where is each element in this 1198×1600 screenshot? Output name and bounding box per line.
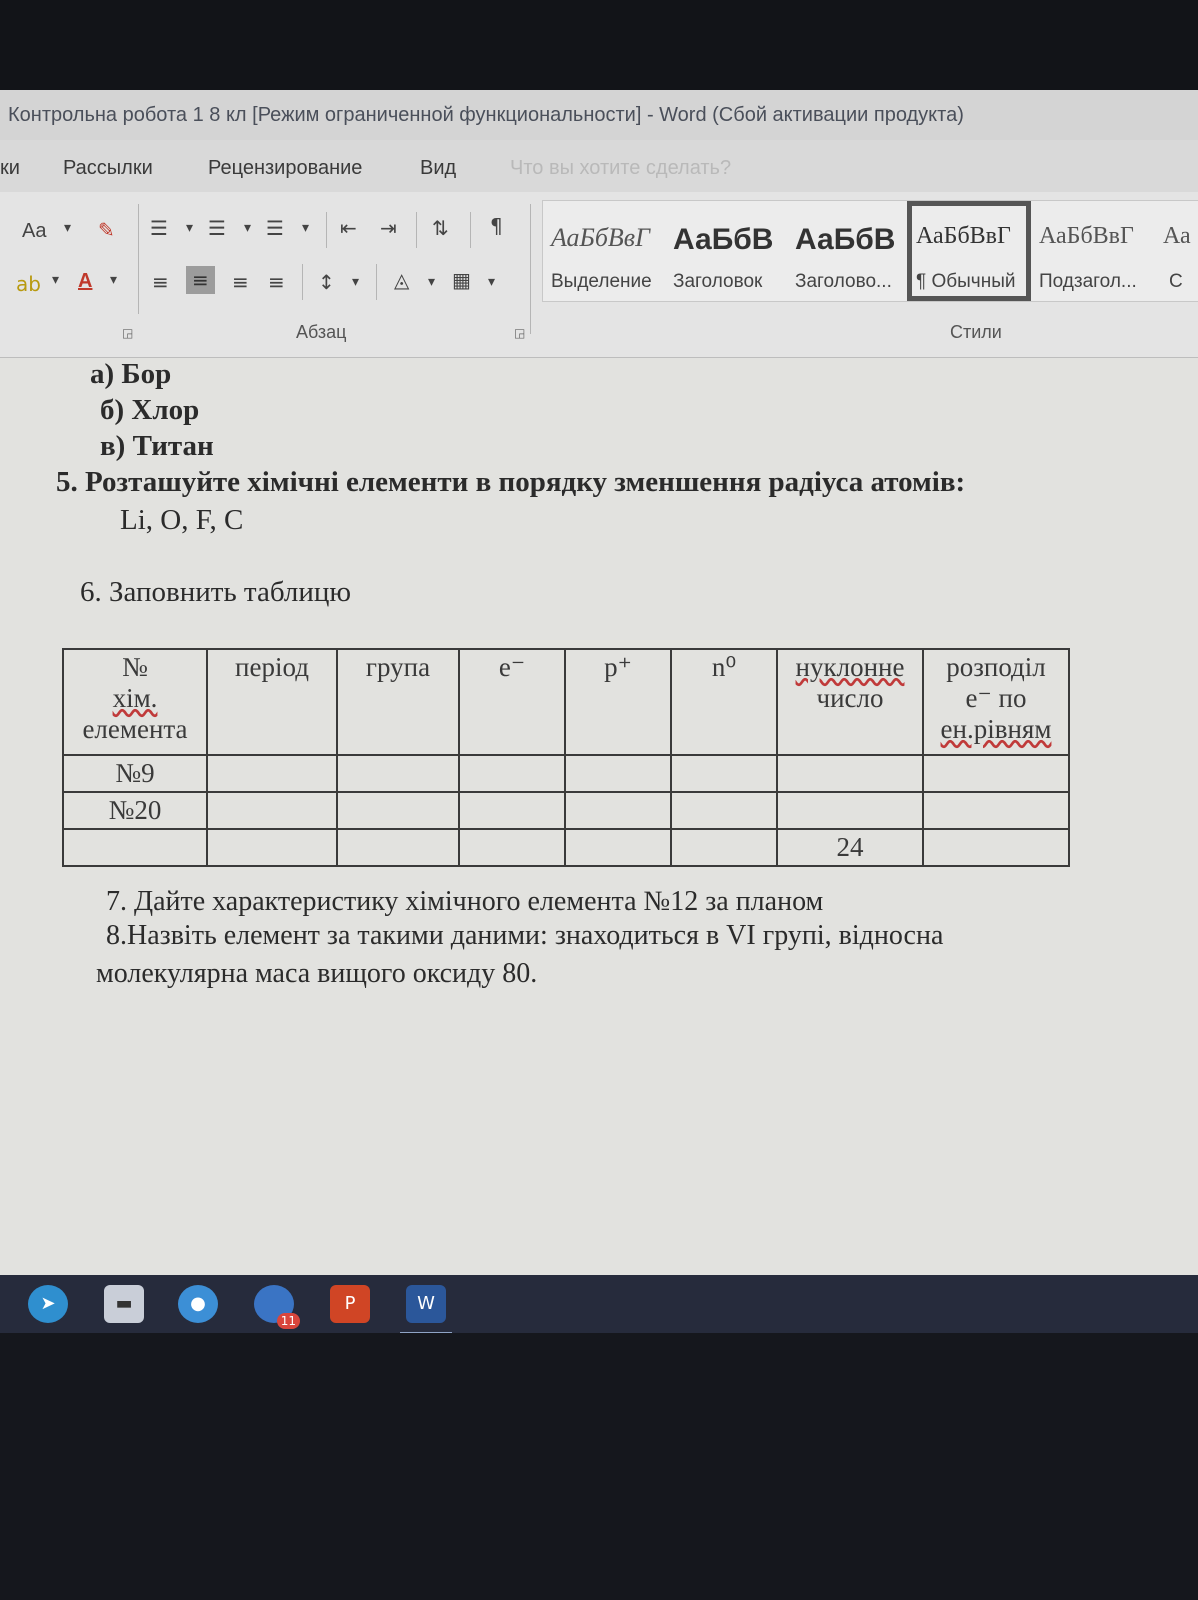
style-name: Выделение [551, 271, 652, 292]
table-cell[interactable]: 24 [777, 829, 923, 866]
styles-group-label: Стили [950, 322, 1002, 342]
align-center-icon[interactable]: ≡ [186, 266, 215, 294]
increase-indent-icon[interactable]: ⇥ [380, 216, 397, 240]
multilevel-list-icon[interactable]: ☰ [266, 216, 284, 240]
table-header-row [63, 649, 1069, 755]
header-period[interactable] [207, 649, 337, 755]
divider [302, 264, 303, 300]
table-cell[interactable] [459, 755, 565, 792]
table-row [63, 829, 1069, 866]
chevron-down-icon[interactable]: ▾ [186, 220, 194, 236]
style-sample: АаБбВ [795, 223, 896, 256]
header-group[interactable] [337, 649, 459, 755]
taskbar [0, 1275, 1198, 1333]
style-name: Заголовок [673, 271, 763, 292]
question-5-elements: Li, O, F, C [120, 504, 244, 536]
table-cell[interactable] [777, 792, 923, 829]
numbering-icon[interactable]: ☰ [208, 216, 226, 240]
title-bar [0, 90, 1198, 140]
table-cell[interactable] [671, 755, 777, 792]
header-text: розподіл [946, 652, 1046, 682]
question-7: 7. Дайте характеристику хімічного елемента №12 за планом [106, 886, 824, 917]
chevron-down-icon[interactable]: ▾ [244, 220, 252, 236]
table-cell[interactable] [671, 792, 777, 829]
style-heading-1[interactable] [665, 201, 787, 301]
ribbon-tabs [0, 140, 1198, 192]
header-text: елемента [82, 714, 188, 744]
paragraph-group-label: Абзац [296, 322, 347, 342]
clear-formatting-icon[interactable]: ✎ [98, 218, 115, 242]
borders-icon[interactable]: ▦ [452, 268, 471, 292]
header-nucleon-number[interactable] [777, 649, 923, 755]
tab-partial[interactable]: ки [0, 157, 20, 179]
header-text: період [235, 652, 309, 682]
header-distribution[interactable] [923, 649, 1069, 755]
word-icon[interactable]: W [406, 1285, 446, 1323]
notification-badge: 11 [277, 1313, 300, 1329]
divider [470, 212, 471, 248]
bullets-icon[interactable]: ☰ [150, 216, 168, 240]
table-cell[interactable]: №9 [63, 755, 207, 792]
option-c: в) Титан [100, 430, 214, 462]
table-cell[interactable] [207, 829, 337, 866]
style-sample: АаБбВвГ [916, 223, 1011, 249]
header-text: e⁻ [498, 652, 526, 682]
table-cell[interactable] [923, 829, 1069, 866]
header-text: № [122, 652, 148, 682]
sort-icon[interactable]: ⇅ [432, 216, 449, 240]
table-cell[interactable] [337, 792, 459, 829]
style-sample: АаБбВ [673, 223, 774, 256]
header-text: група [365, 652, 431, 682]
header-text: число [816, 683, 884, 713]
divider [530, 204, 531, 334]
style-name: ¶ Обычный [916, 271, 1016, 292]
question-5: 5. Розташуйте хімічні елементи в порядку зменшення радіуса атомів: [56, 466, 966, 498]
chevron-down-icon[interactable]: ▾ [52, 272, 60, 288]
telegram-icon[interactable]: ➤ [28, 1285, 68, 1323]
chevron-down-icon[interactable]: ▾ [488, 274, 496, 290]
highlight-color-icon[interactable]: ab [16, 272, 41, 296]
chevron-down-icon[interactable]: ▾ [110, 272, 118, 288]
style-sample: Аа [1163, 223, 1191, 249]
table-cell[interactable] [459, 792, 565, 829]
header-text: n⁰ [711, 652, 737, 682]
style-name: С [1169, 271, 1183, 292]
chevron-down-icon[interactable]: ▾ [302, 220, 310, 236]
option-b: б) Хлор [100, 394, 200, 426]
option-a: а) Бор [90, 358, 172, 390]
divider [416, 212, 417, 248]
window-title: Контрольна робота 1 8 кл [Режим ограниченной функциональности] - Word (Сбой активации продукта) [8, 104, 964, 126]
show-marks-icon[interactable]: ¶ [490, 214, 503, 238]
question-8-line-2: молекулярна маса вищого оксиду 80. [96, 958, 538, 989]
table-cell[interactable] [565, 755, 671, 792]
header-text: нуклонне [795, 652, 905, 682]
style-heading-2[interactable] [787, 201, 909, 301]
header-text: хім. [112, 683, 158, 713]
divider [326, 212, 327, 248]
table-cell[interactable] [565, 829, 671, 866]
divider [376, 264, 377, 300]
table-row [63, 792, 1069, 829]
style-normal[interactable] [907, 201, 1031, 301]
header-text: e⁻ по [965, 683, 1027, 713]
header-protons[interactable] [565, 649, 671, 755]
table-cell[interactable] [671, 829, 777, 866]
font-color-icon[interactable]: A [78, 270, 93, 292]
chevron-down-icon[interactable]: ▾ [352, 274, 360, 290]
viber-icon[interactable] [254, 1285, 296, 1328]
tab-review[interactable]: Рецензирование [208, 157, 363, 179]
table-cell[interactable] [337, 755, 459, 792]
powerpoint-icon[interactable]: P [330, 1285, 370, 1323]
table-cell[interactable] [565, 792, 671, 829]
table-cell[interactable] [63, 829, 207, 866]
style-sample: АаБбВвГ [551, 223, 650, 252]
table-cell[interactable] [459, 829, 565, 866]
tab-view[interactable]: Вид [420, 157, 457, 179]
style-next[interactable] [1155, 201, 1198, 301]
table-cell[interactable] [923, 792, 1069, 829]
style-sample: АаБбВвГ [1039, 223, 1134, 249]
header-element-number[interactable] [63, 649, 207, 755]
table-cell[interactable] [337, 829, 459, 866]
style-name: Заголово... [795, 271, 892, 292]
styles-gallery [542, 200, 1198, 302]
elements-table [62, 648, 1070, 867]
header-neutrons[interactable] [671, 649, 777, 755]
divider [138, 204, 139, 314]
line-spacing-icon[interactable]: ↕ [318, 270, 335, 294]
table-cell[interactable]: №20 [63, 792, 207, 829]
shading-icon[interactable]: ◬ [394, 268, 410, 292]
header-text: ен.рівням [940, 714, 1052, 744]
align-left-icon[interactable]: ≡ [152, 270, 169, 294]
table-cell[interactable] [207, 792, 337, 829]
header-text: p⁺ [604, 652, 632, 682]
table-cell[interactable] [777, 755, 923, 792]
video-editor-icon[interactable]: ▬ [104, 1285, 144, 1323]
header-electrons[interactable] [459, 649, 565, 755]
table-row [63, 755, 1069, 792]
chevron-down-icon[interactable]: ▾ [428, 274, 436, 290]
justify-icon[interactable]: ≡ [268, 270, 285, 294]
question-8-line-1: 8.Назвіть елемент за такими даними: знаходиться в VI групі, відносна [106, 920, 944, 951]
style-name: Подзагол... [1039, 271, 1137, 292]
ribbon [0, 192, 1198, 358]
change-case-button[interactable]: Aa [22, 220, 47, 242]
photo-dark-bottom [0, 1333, 1198, 1600]
font-dialog-launcher-icon[interactable]: ◲ [122, 326, 134, 340]
table-cell[interactable] [207, 755, 337, 792]
paragraph-dialog-launcher-icon[interactable]: ◲ [514, 326, 526, 340]
tell-me-search[interactable]: Что вы хотите сделать? [510, 157, 732, 179]
document-page[interactable] [0, 358, 1198, 1275]
video-call-icon[interactable]: ● [178, 1285, 218, 1323]
chevron-down-icon[interactable]: ▾ [64, 220, 72, 236]
photo-dark-top [0, 0, 1198, 90]
question-6: 6. Заповнить таблицю [80, 576, 352, 608]
style-emphasis[interactable] [543, 201, 665, 301]
decrease-indent-icon[interactable]: ⇤ [340, 216, 357, 240]
tab-mailings[interactable]: Рассылки [63, 157, 153, 179]
table-cell[interactable] [923, 755, 1069, 792]
style-subtitle[interactable] [1031, 201, 1155, 301]
align-right-icon[interactable]: ≡ [232, 270, 249, 294]
